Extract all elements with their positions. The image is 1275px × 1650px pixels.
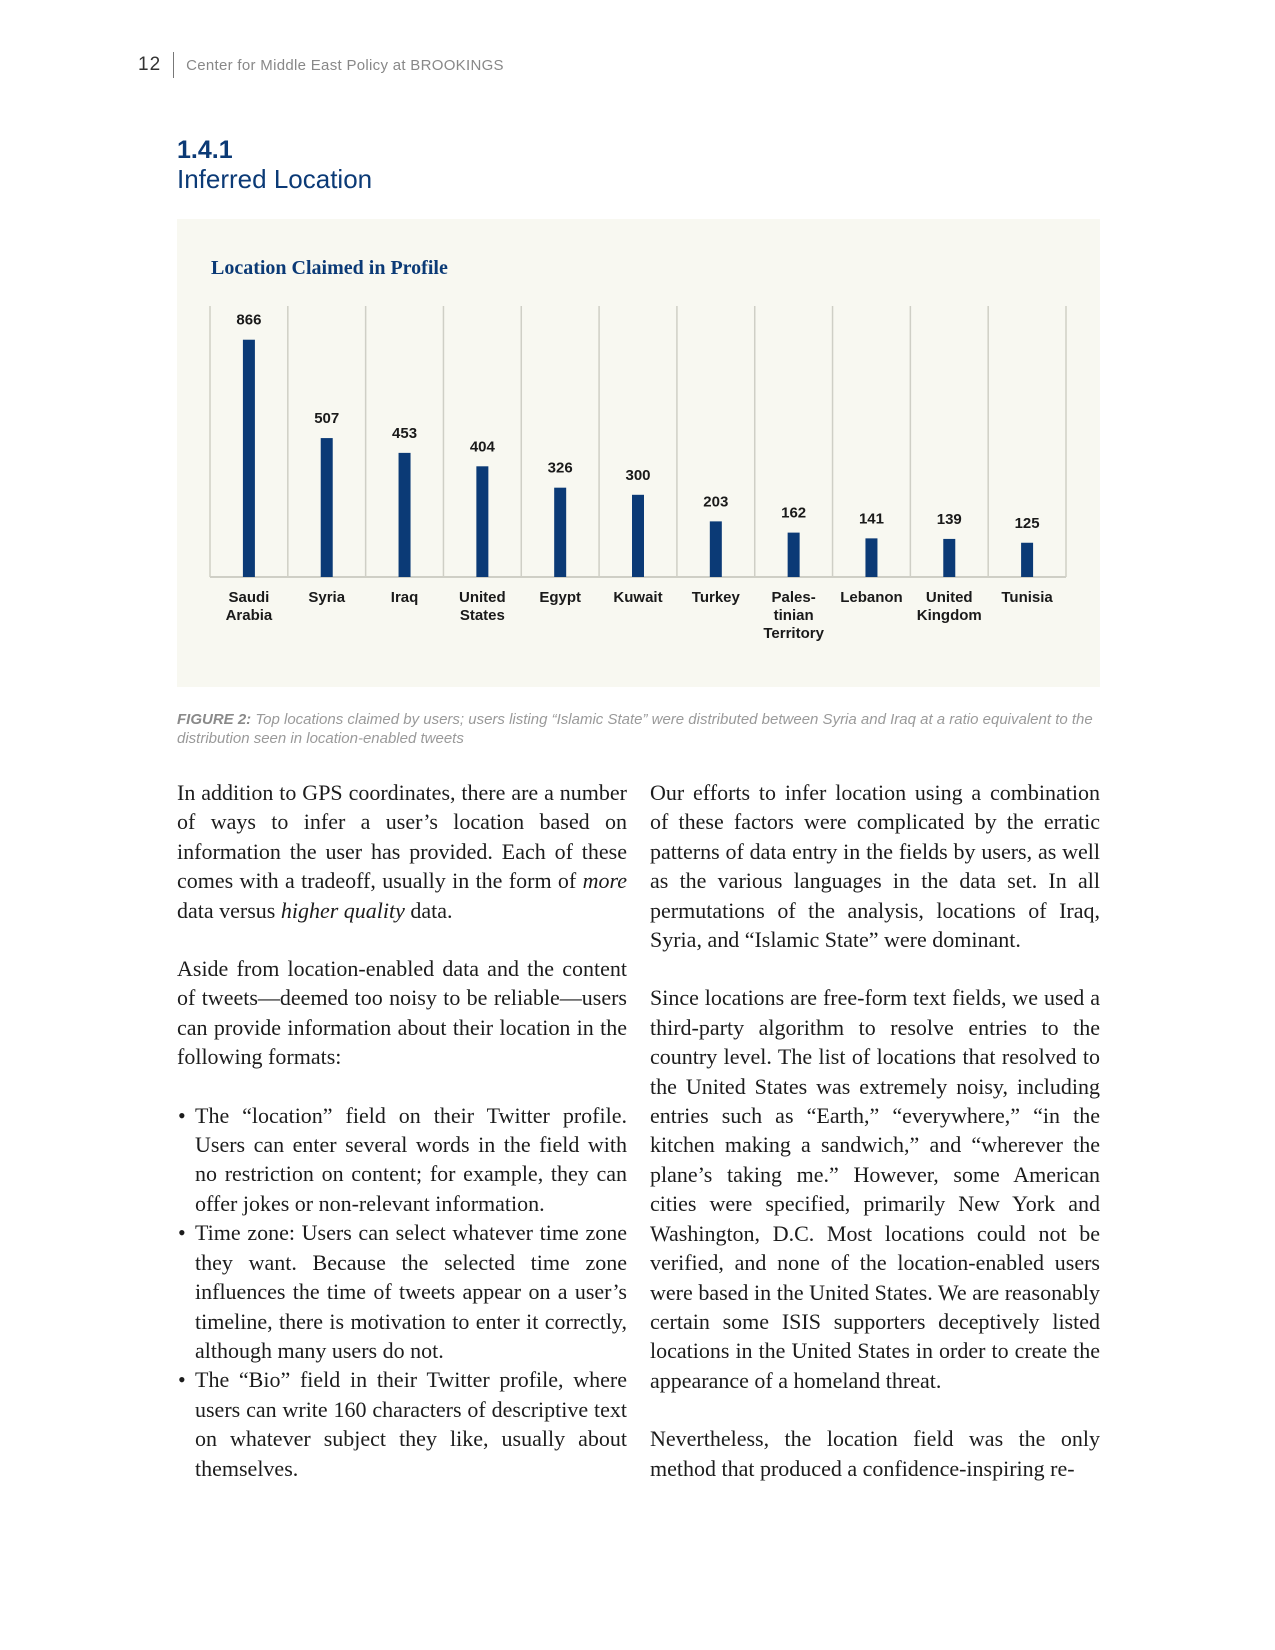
paragraph-text: data versus xyxy=(177,897,281,923)
list-item: • Time zone: Users can select whatever time zone they want. Because the selected time zone influences the time of tweets appear on a user’s timeline, there is motivation to enter it correctly, although many users do not. xyxy=(177,1218,627,1365)
data-label: 326 xyxy=(547,459,573,477)
data-label: 507 xyxy=(314,410,340,428)
bar xyxy=(632,495,644,577)
data-label: 162 xyxy=(781,504,807,522)
category-label-line: United xyxy=(925,589,973,606)
category-label-line: Arabia xyxy=(225,607,273,624)
page-number: 12 xyxy=(138,54,162,75)
paragraph: Aside from location-enabled data and the content of tweets—deemed too noisy to be reliable—users can provide information about their location in the following formats: xyxy=(177,956,627,1070)
data-label: 139 xyxy=(936,510,962,528)
running-head: Center for Middle East Policy at BROOKINGS xyxy=(186,56,504,74)
caption-text: Top locations claimed by users; users listing “Islamic State” were distributed between Syria and Iraq at a ratio equivalent to the distribution seen in location-enabled tweets xyxy=(177,711,1093,747)
category-label xyxy=(917,589,982,624)
category-label-line: Kuwait xyxy=(613,589,663,606)
body-column-right xyxy=(650,778,1100,1512)
chart-panel xyxy=(177,219,1100,687)
figure-caption xyxy=(177,710,1097,748)
category-label xyxy=(459,589,506,624)
data-label: 453 xyxy=(392,424,418,442)
bar xyxy=(788,533,800,577)
category-label xyxy=(1001,589,1053,606)
paragraph-text: In addition to GPS coordinates, there are a number of ways to infer a user’s location based on information the user has provided. Each of these comes with a tradeoff, usually in the form of xyxy=(177,780,627,894)
bar xyxy=(399,453,411,577)
data-label: 866 xyxy=(236,311,262,329)
paragraph-text: data. xyxy=(404,897,453,923)
bar xyxy=(1021,543,1033,577)
paragraph: Since locations are free-form text fields, we used a third-party algorithm to resolve entries to the country level. The list of locations that resolved to the United States was extremely noisy, including entries such as “Earth,” “everywhere,” “in the kitchen making a sandwich,” and “wherever the plane’s taking me.” However, some American cities were specified, primarily New York and Washington, D.C. Most locations could not be verified, and none of the location-enabled users were based in the United States. We are reasonably certain some ISIS supporters deceptively listed locations in the United States in order to create the appearance of a homeland threat. xyxy=(650,985,1100,1393)
data-label: 404 xyxy=(469,438,495,456)
list-item: • The “location” field on their Twitter profile. Users can enter several words in the field with no restriction on content; for example, they can offer jokes or non-relevant information. xyxy=(177,1101,627,1219)
category-label-line: Kingdom xyxy=(916,607,982,624)
category-label-line: States xyxy=(459,607,505,624)
bar xyxy=(865,538,877,577)
bar xyxy=(554,488,566,577)
data-label: 125 xyxy=(1014,514,1040,532)
category-label-line: Turkey xyxy=(691,589,740,606)
data-label: 203 xyxy=(703,493,729,511)
bar xyxy=(710,521,722,577)
category-label xyxy=(692,589,741,606)
data-label: 141 xyxy=(858,510,884,528)
category-label-line: tinian xyxy=(773,607,814,624)
list-item: • The “Bio” field in their Twitter profile, where users can write 160 characters of descriptive text on whatever subject they like, usually about themselves. xyxy=(177,1365,627,1483)
emphasis-text: more xyxy=(582,868,627,894)
bar xyxy=(321,438,333,577)
paragraph: Nevertheless, the location field was the only method that produced a confidence-inspiring re- xyxy=(650,1426,1100,1481)
category-label xyxy=(840,589,903,606)
category-label xyxy=(613,589,662,606)
emphasis-text: higher quality xyxy=(280,897,405,923)
category-label-line: Pales- xyxy=(771,589,816,606)
category-label xyxy=(226,589,273,624)
data-label: 300 xyxy=(625,466,651,484)
category-label xyxy=(763,589,824,642)
bar-chart xyxy=(177,219,1100,687)
category-label xyxy=(539,589,581,606)
category-label-line: Iraq xyxy=(390,589,419,606)
paragraph xyxy=(177,778,627,925)
caption-label: FIGURE 2: xyxy=(177,711,252,728)
chart-title: Location Claimed in Profile xyxy=(211,257,448,279)
category-label-line: Egypt xyxy=(539,589,582,606)
bar xyxy=(476,466,488,577)
page-header xyxy=(138,52,504,78)
bar xyxy=(943,539,955,577)
bar xyxy=(243,340,255,577)
bullet-list xyxy=(177,1101,627,1483)
category-label-line: Lebanon xyxy=(840,589,903,606)
body-column-left xyxy=(177,778,627,1483)
category-label xyxy=(308,589,345,606)
category-label-line: Territory xyxy=(763,625,824,642)
category-label-line: Saudi xyxy=(228,589,270,606)
category-label-line: Tunisia xyxy=(1001,589,1053,606)
category-label-line: United xyxy=(459,589,506,606)
section-number: 1.4.1 xyxy=(177,136,233,164)
paragraph: Our efforts to infer location using a combination of these factors were complicated by the erratic patterns of data entry in the fields by users, as well as the various languages in the data set. In all permutations of the analysis, locations of Iraq, Syria, and “Islamic State” were dominant. xyxy=(650,780,1100,953)
category-label-line: Syria xyxy=(308,589,346,606)
header-divider xyxy=(173,52,174,78)
category-label xyxy=(391,589,419,606)
section-title: Inferred Location xyxy=(177,164,373,194)
